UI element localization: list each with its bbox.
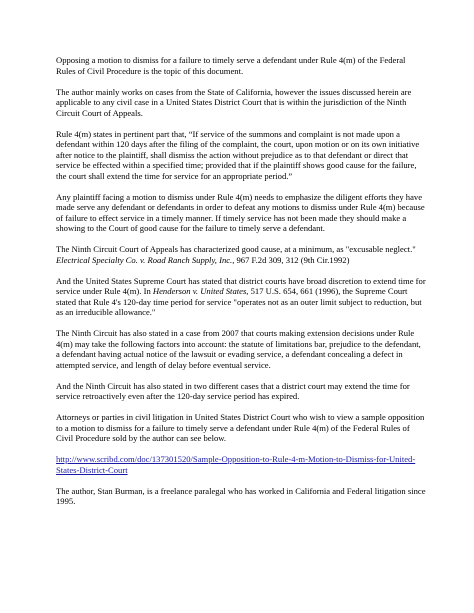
good-cause-citation-text: 967 F.2d 309, 312 (9th Cir.1992) [234, 254, 350, 265]
author-bio-paragraph: The author, Stan Burman, is a freelance paralegal who has worked in California and Federal litigation since 1995. [56, 485, 426, 506]
rule-4m-quote-paragraph: Rule 4(m) states in pertinent part that, “If service of the summons and complaint is not made upon a defendant within 120 days after the filing of the complaint, the court, upon motion or on its own initiative after notice to the plaintiff, shall dismiss the action without prejudice as to that defendant or direct that service be effected within a specified time; provided that if the plaintiff shows good cause for the failure, the court shall extend the time for service for an appropriate period.” [56, 128, 420, 181]
case-citation-henderson: Henderson v. United States [152, 286, 247, 296]
supreme-court-citation-text: , 517 U.S. 654, 661 (1996), the Supreme Court stated that Rule 4's 120-day time period for service "operates not as an outer limit subject to reduction, but as an irreducible allowance." [56, 286, 422, 317]
intro-paragraph: Opposing a motion to dismiss for a failure to timely serve a defendant under Rule 4(m) of the Federal Rules of Civil Procedure is the topic of this document. [56, 55, 406, 76]
diligence-paragraph: Any plaintiff facing a motion to dismiss under Rule 4(m) needs to emphasize the diligent efforts they have made serve any defendant or defendants in order to defeat any motions to dismiss under Rule 4(m) because of failure to effect service in a timely manner. If timely service has not been made they should make a showing to the Court of good cause for the failure to timely serve a defendant. [56, 191, 425, 233]
sample-offer-paragraph: Attorneys or parties in civil litigation in United States District Court who wish to view a sample opposition to a motion to dismiss for a failure to timely serve a defendant under Rule 4(m) of the Federal Rules of Civil Procedure sold by the author can see below. [56, 412, 425, 443]
link-paragraph [56, 454, 426, 475]
case-citation-electrical-specialty: Electrical Specialty Co. v. Road Ranch Supply, Inc., [56, 254, 235, 265]
factors-paragraph: The Ninth Circuit has also stated in a case from 2007 that courts making extension decisions under Rule 4(m) may take the following factors into account: the statute of limitations bar, prejudice to the defendant, a defendant having actual notice of the lawsuit or evading service, a defendant concealing a defect in attempted service, and length of delay before eventual service. [56, 328, 421, 370]
good-cause-text: The Ninth Circuit Court of Appeals has characterized good cause, at a minimum, as "excusable neglect." [56, 244, 416, 254]
supreme-court-text: And the United States Supreme Court has stated that district courts have broad discretion to extend time for service under Rule 4(m). In [56, 275, 426, 296]
retroactive-extension-paragraph: And the Ninth Circuit has also stated in two different cases that a district court may extend the time for service retroactively even after the 120-day service period has expired. [56, 380, 410, 401]
author-scope-paragraph: The author mainly works on cases from the State of California, however the issues discussed herein are applicable to any civil case in a United States District Court that is within the jurisdiction of the Ninth Circuit Court of Appeals. [56, 86, 412, 118]
good-cause-paragraph [56, 244, 426, 265]
sample-opposition-link[interactable]: http://www.scribd.com/doc/137301520/Sample-Opposition-to-Rule-4-m-Motion-to-Dismiss-for-United-States-District-Court [56, 454, 416, 475]
supreme-court-paragraph [56, 276, 426, 318]
document-body [56, 55, 426, 517]
